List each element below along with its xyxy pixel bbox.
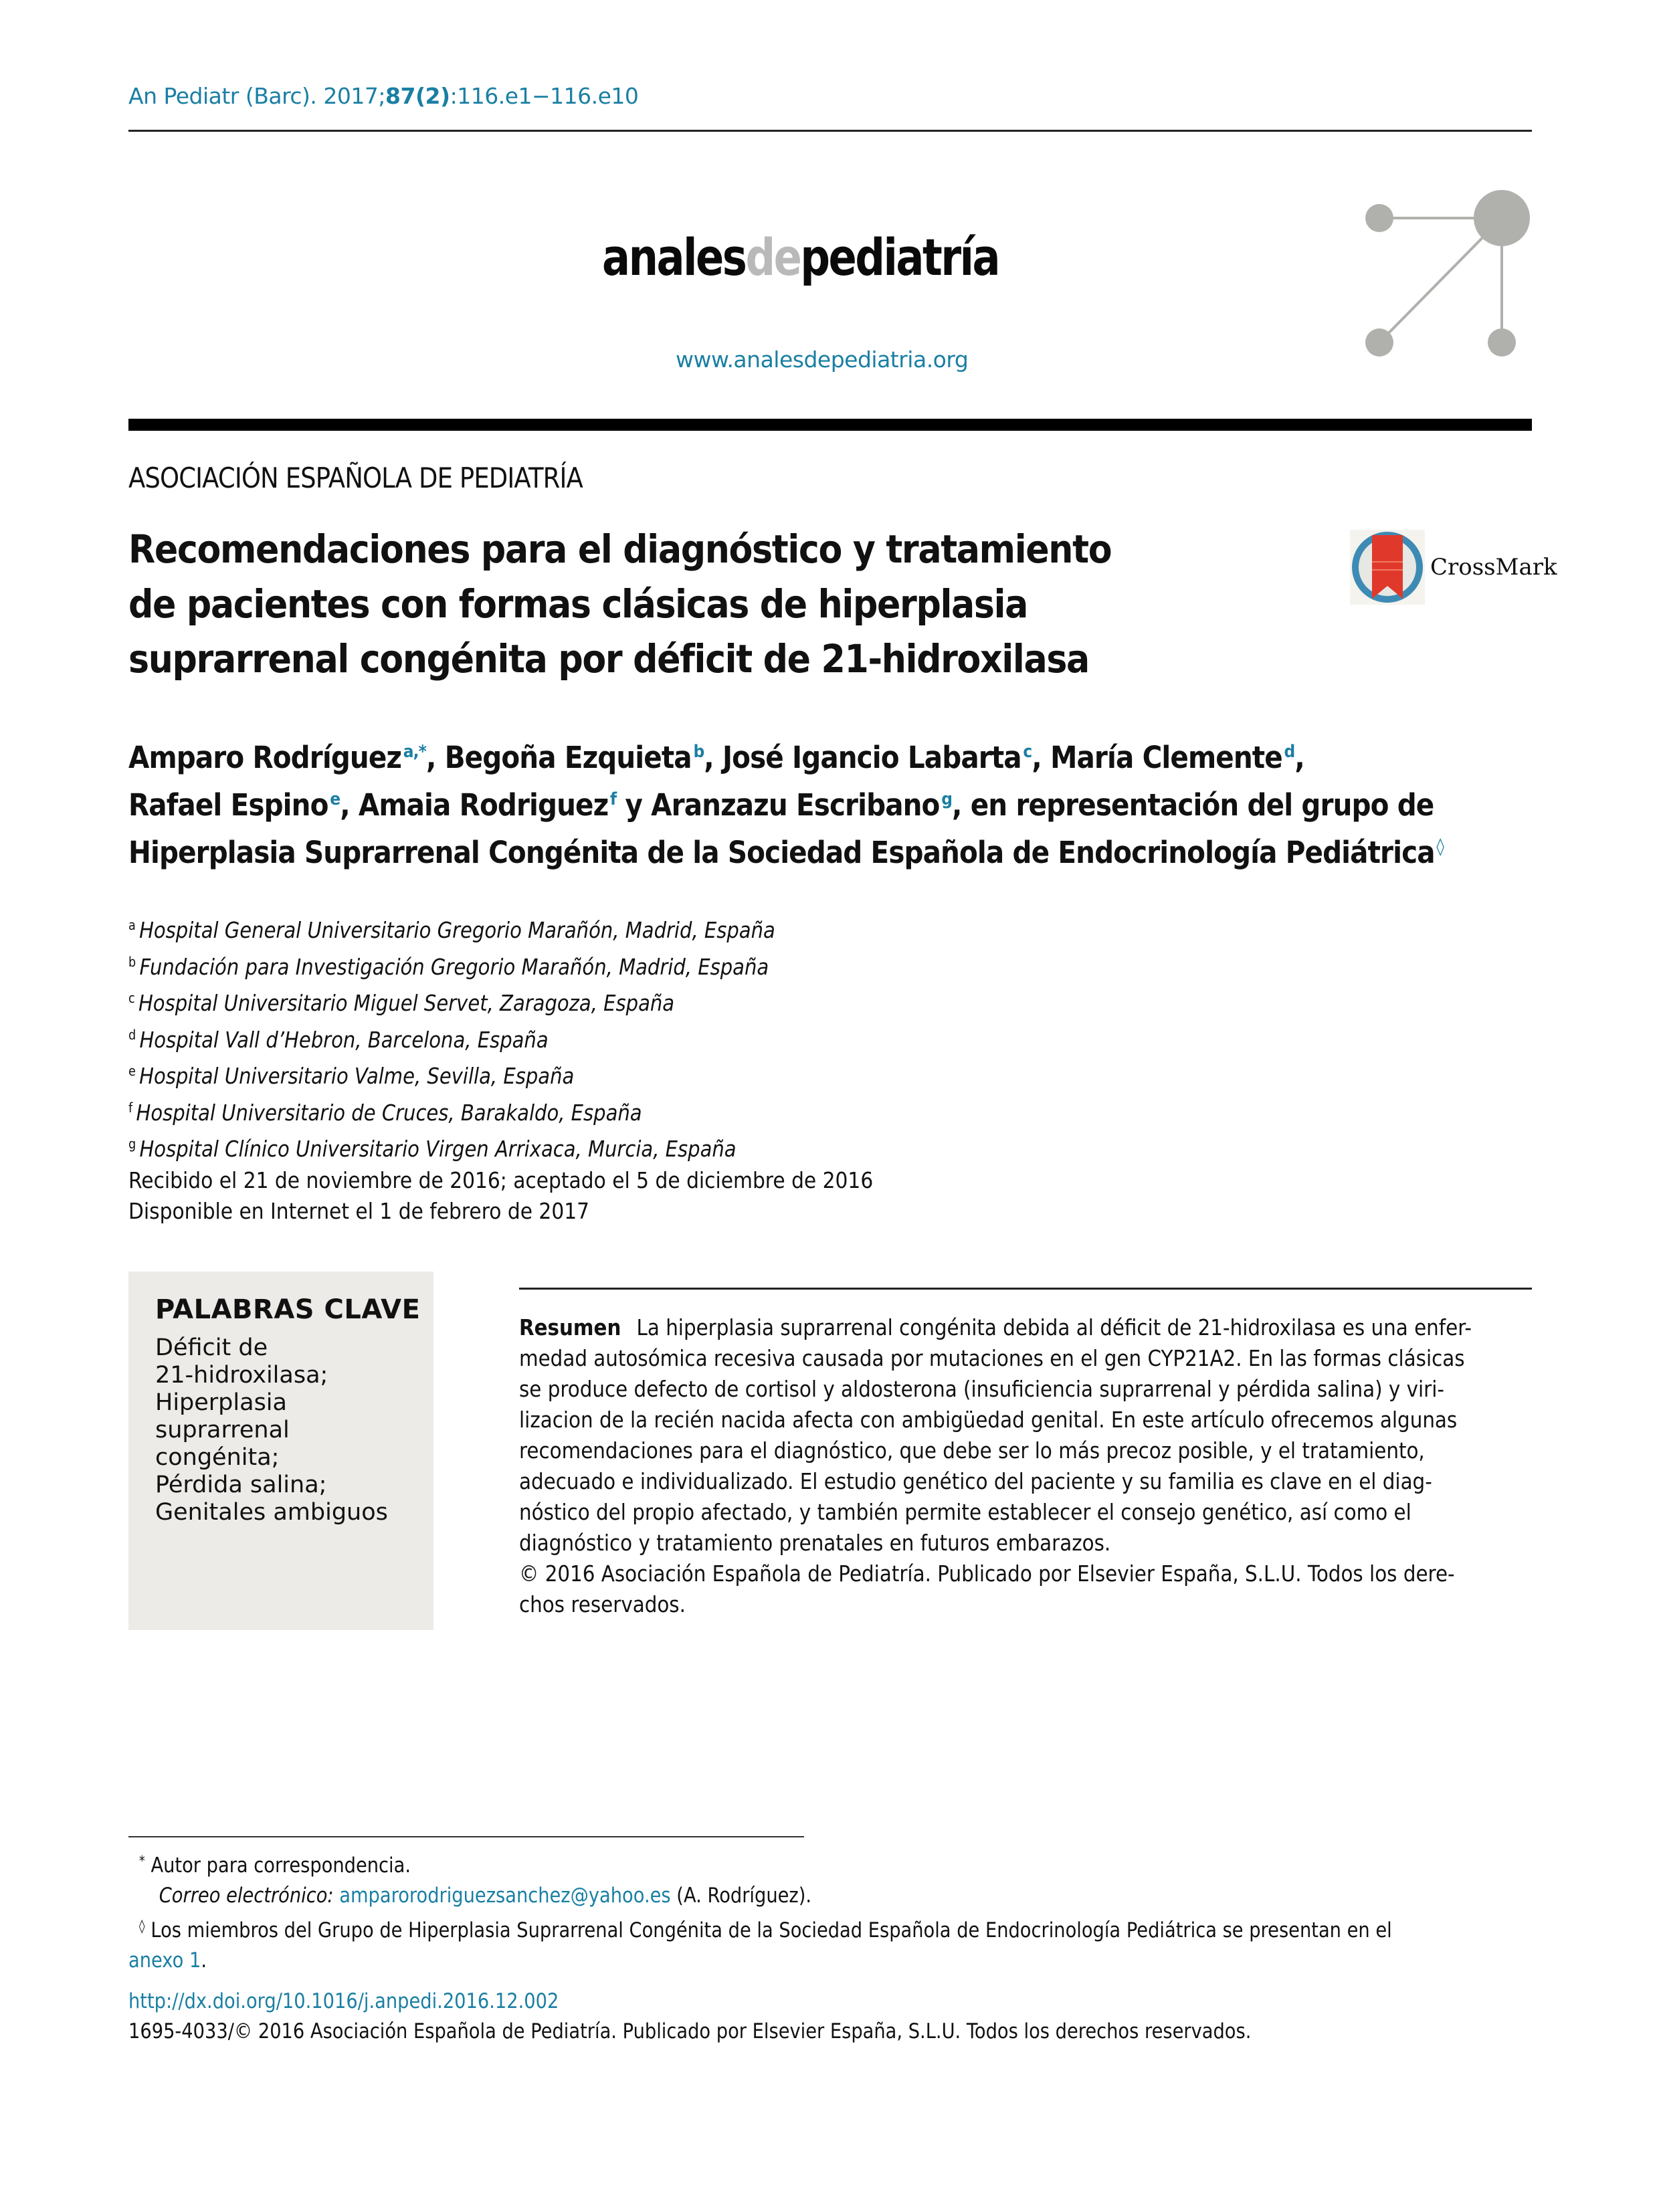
author-name: José Igancio Labarta: [722, 740, 1021, 775]
abstract: [519, 1312, 1532, 1620]
author-affiliation-link[interactable]: f: [610, 789, 617, 809]
group-name: Hiperplasia Suprarrenal Congénita de la Sociedad Española de Endocrinología Pediátrica: [128, 835, 1435, 870]
abstract-line: [519, 1312, 1472, 1343]
citation-pages: :116.e1−116.e10: [450, 83, 639, 109]
affiliation-item: [128, 1092, 775, 1129]
issn-copyright: 1695-4033/© 2016 Asociación Española de Pediatría. Publicado por Elsevier España, S.L.U. Todos los derechos reservados.: [128, 2019, 1252, 2043]
authors-line-2: [128, 779, 1434, 826]
online-date: Disponible en Internet el 1 de febrero de 2017: [128, 1198, 590, 1224]
keyword-line: suprarrenal: [155, 1417, 290, 1443]
affiliation-text: Hospital General Universitario Gregorio Marañón, Madrid, España: [139, 917, 775, 943]
email-suffix: (A. Rodríguez).: [670, 1884, 812, 1908]
keyword-line: Genitales ambiguos: [155, 1499, 388, 1526]
annex-link[interactable]: anexo 1: [128, 1948, 201, 1973]
author-affiliation-link[interactable]: b: [693, 742, 704, 762]
separator: ,: [1294, 740, 1304, 775]
logo-anales: anales: [602, 227, 746, 287]
citation-volume: 87(2): [385, 83, 450, 109]
header-rule: [128, 130, 1532, 132]
article-title: [128, 522, 1266, 686]
affiliation-item: [128, 1019, 775, 1056]
abstract-line: se produce defecto de cortisol y aldosterona (insuficiencia suprarrenal y pérdida salina) y viri-: [519, 1376, 1445, 1402]
crossmark-button[interactable]: [1350, 530, 1557, 605]
author-name: Aranzazu Escribano: [651, 787, 940, 823]
abstract-line: nóstico del propio afectado, y también permite establecer el consejo genético, así como el: [519, 1499, 1411, 1525]
affiliation-text: Hospital Clínico Universitario Virgen Arrixaca, Murcia, España: [139, 1136, 737, 1162]
group-footnote-link[interactable]: ◊: [1436, 837, 1444, 857]
keyword-line: Hiperplasia: [155, 1389, 287, 1416]
affiliation-list: [128, 910, 864, 1165]
network-nodes-icon: [1351, 181, 1539, 361]
footnote-group: [128, 1911, 1392, 1946]
affiliation-key: b: [128, 953, 136, 970]
separator: ,: [704, 740, 722, 775]
section-header: ASOCIACIÓN ESPAÑOLA DE PEDIATRÍA: [128, 462, 583, 494]
keyword-line: 21-hidroxilasa;: [155, 1362, 328, 1389]
separator: y: [616, 787, 652, 823]
footnote-text: Autor para correspondencia.: [151, 1853, 411, 1878]
affiliation-text: Hospital Universitario de Cruces, Barakaldo, España: [136, 1099, 642, 1126]
author-list: [128, 731, 1547, 874]
abstract-copyright-line: chos reservados.: [519, 1591, 686, 1617]
doi-block: [128, 1987, 1404, 2047]
article-dates: [128, 1165, 956, 1227]
footnote-rule: [128, 1836, 804, 1837]
footnote-email: [128, 1881, 1365, 1911]
footnote-text: Los miembros del Grupo de Hiperplasia Suprarrenal Congénita de la Sociedad Española de Endocrinología Pediátrica se presentan en el: [151, 1918, 1392, 1942]
affiliation-item: [128, 1055, 775, 1092]
email-label: Correo electrónico:: [159, 1884, 334, 1908]
title-line: suprarrenal congénita por déficit de 21-hidroxilasa: [128, 636, 1089, 682]
affiliation-key: e: [128, 1063, 136, 1079]
keyword-line: congénita;: [155, 1444, 280, 1471]
keyword-line: Pérdida salina;: [155, 1472, 327, 1498]
crossmark-label: CrossMark: [1430, 554, 1557, 581]
affiliation-item: [128, 946, 775, 983]
author-affiliation-link[interactable]: c: [1023, 742, 1032, 762]
separator: ,: [1032, 740, 1051, 775]
thick-divider: [128, 419, 1532, 431]
journal-citation: [128, 83, 638, 109]
affiliation-text: Hospital Universitario Valme, Sevilla, España: [139, 1063, 575, 1089]
affiliation-item: [128, 1128, 775, 1165]
author-name: Amaia Rodriguez: [358, 787, 609, 823]
authors-line-1: [128, 731, 1405, 779]
journal-logo-wordmark: [602, 227, 999, 287]
footnotes: [128, 1846, 1533, 1976]
keywords-heading: PALABRAS CLAVE: [155, 1294, 421, 1325]
abstract-line: lizacion de la recién nacida afecta con ambigüedad genital. En este artículo ofrecemos algunas: [519, 1407, 1458, 1433]
separator: ,: [426, 740, 445, 775]
author-affiliation-link[interactable]: d: [1284, 742, 1295, 762]
author-name: Amparo Rodríguez: [128, 740, 402, 775]
affiliation-text: Hospital Universitario Miguel Servet, Zaragoza, España: [138, 990, 675, 1016]
citation-prefix: An Pediatr (Barc). 2017;: [128, 83, 386, 109]
author-affiliation-link[interactable]: a,*: [403, 742, 427, 762]
abstract-line: diagnóstico y tratamiento prenatales en futuros embarazos.: [519, 1530, 1111, 1556]
logo-pediatria: pediatría: [800, 227, 999, 287]
affiliation-key: c: [128, 990, 135, 1006]
footnote-mark: *: [138, 1853, 145, 1869]
affiliation-key: f: [128, 1099, 133, 1116]
crossmark-icon: [1350, 530, 1425, 605]
affiliation-text: Fundación para Investigación Gregorio Marañón, Madrid, España: [139, 953, 769, 980]
abstract-line: medad autosómica recesiva causada por mutaciones en el gen CYP21A2. En las formas clásicas: [519, 1345, 1465, 1371]
author-name: Rafael Espino: [128, 787, 328, 823]
affiliation-key: a: [128, 917, 136, 933]
footnote-corresponding: [128, 1846, 1365, 1881]
author-affiliation-link[interactable]: g: [941, 789, 953, 809]
title-line: Recomendaciones para el diagnóstico y tratamiento: [128, 526, 1112, 572]
author-name: María Clemente: [1050, 740, 1282, 775]
abstract-text: La hiperplasia suprarrenal congénita debida al déficit de 21-hidroxilasa es una enfer-: [636, 1314, 1472, 1340]
authors-line-3: [128, 826, 1444, 874]
keyword-line: Déficit de: [155, 1334, 268, 1361]
abstract-line: adecuado e individualizado. El estudio genético del paciente y su familia es clave en el diag-: [519, 1468, 1432, 1494]
affiliation-text: Hospital Vall d’Hebron, Barcelona, España: [139, 1026, 549, 1053]
affiliation-item: [128, 910, 775, 946]
email-link[interactable]: amparorodriguezsanchez@yahoo.es: [339, 1884, 671, 1908]
affiliation-item: [128, 983, 775, 1019]
affiliation-key: g: [128, 1136, 136, 1152]
separator: ,: [340, 787, 359, 823]
separator: , en representación del grupo de: [952, 787, 1434, 823]
footnote-mark: ◊: [138, 1918, 145, 1934]
title-line: de pacientes con formas clásicas de hiperplasia: [128, 581, 1028, 627]
keywords-list: [155, 1334, 388, 1526]
journal-url-link[interactable]: www.analesdepediatria.org: [676, 346, 969, 373]
affiliation-key: d: [128, 1026, 136, 1043]
abstract-line: recomendaciones para el diagnóstico, que debe ser lo más precoz posible, y el tratamiento,: [519, 1437, 1425, 1464]
footnote-annex: [128, 1946, 1365, 1976]
abstract-copyright-line: © 2016 Asociación Española de Pediatría. Publicado por Elsevier España, S.L.U. Todos los dere-: [519, 1561, 1455, 1587]
logo-de: de: [745, 227, 801, 287]
annex-suffix: .: [201, 1948, 207, 1973]
abstract-label: Resumen: [519, 1314, 621, 1340]
author-name: Begoña Ezquieta: [444, 740, 692, 775]
author-affiliation-link[interactable]: e: [330, 789, 340, 809]
abstract-divider: [519, 1288, 1532, 1290]
received-accepted-date: Recibido el 21 de noviembre de 2016; aceptado el 5 de diciembre de 2016: [128, 1167, 874, 1193]
doi-link[interactable]: http://dx.doi.org/10.1016/j.anpedi.2016.12.002: [128, 1989, 559, 2013]
